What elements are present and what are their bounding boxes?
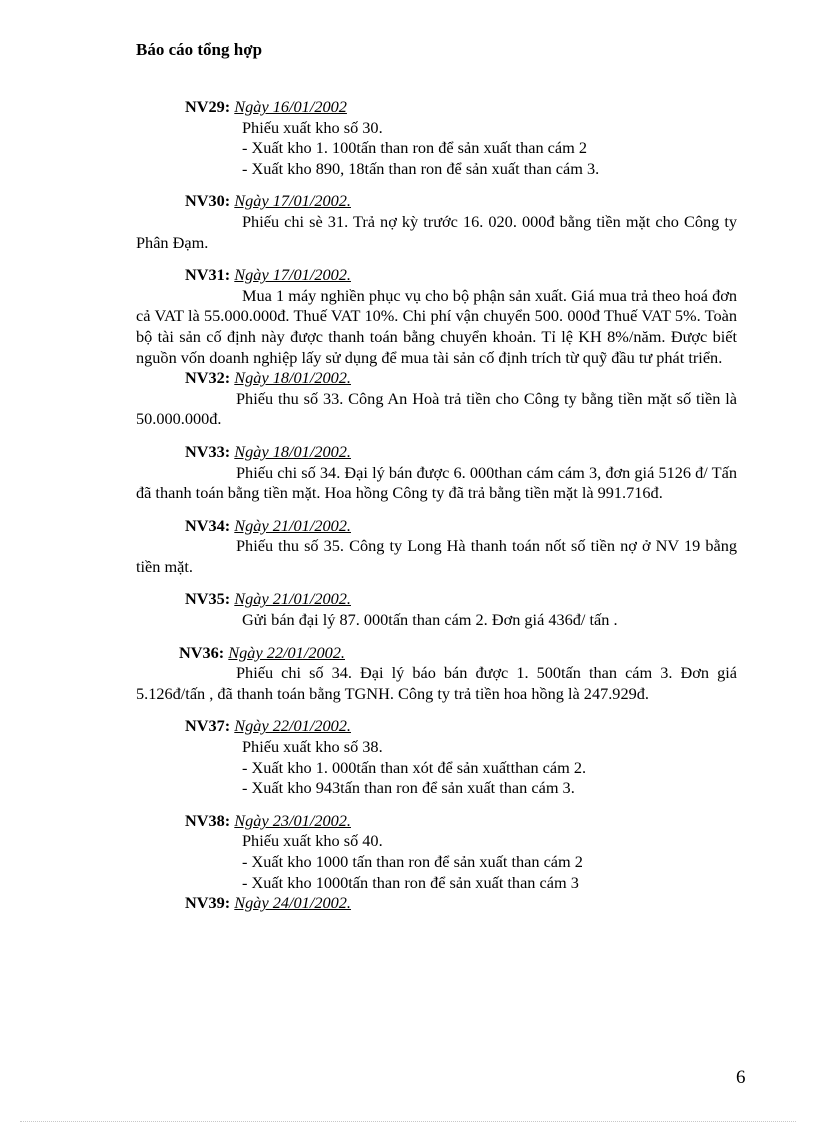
entry-paragraph: Phiếu thu số 33. Công An Hoà trả tiền cho Công ty bằng tiền mặt số tiền là 50.000.000đ. [136, 388, 737, 429]
transaction-entry-nv34 [136, 516, 737, 578]
report-title: Báo cáo tổng hợp [136, 40, 263, 59]
transaction-date: Ngày 22/01/2002. [234, 716, 351, 736]
entry-heading [136, 893, 737, 914]
transaction-code: NV32: [185, 368, 231, 388]
transaction-code: NV30: [185, 191, 231, 211]
entry-heading [136, 191, 737, 212]
entry-heading [136, 368, 737, 389]
transaction-code: NV39: [185, 893, 231, 913]
entry-heading [136, 716, 737, 737]
page-bottom-divider [20, 1121, 796, 1122]
entry-line: Gửi bán đại lý 87. 000tấn than cám 2. Đơn giá 436đ/ tấn . [242, 610, 618, 630]
transaction-code: NV31: [185, 265, 231, 285]
transaction-entry-nv39 [136, 893, 737, 914]
entry-paragraph: Phiếu chi sè 31. Trả nợ kỳ trước 16. 020. 000đ bằng tiền mặt cho Công ty Phân Đạm. [136, 211, 737, 252]
entry-heading [136, 811, 737, 832]
transaction-entry-nv30 [136, 191, 737, 253]
page-number: 6 [736, 1067, 746, 1088]
transaction-entry-nv38 [136, 811, 737, 893]
transaction-entry-nv31 [136, 265, 737, 368]
transaction-code: NV35: [185, 589, 231, 609]
transaction-code: NV34: [185, 515, 231, 535]
transaction-date: Ngày 24/01/2002. [234, 893, 351, 913]
transaction-date: Ngày 17/01/2002. [234, 265, 351, 285]
transaction-date: Ngày 22/01/2002. [228, 642, 345, 662]
entry-line: Phiếu xuất kho số 40. [242, 831, 383, 851]
transaction-date: Ngày 18/01/2002. [234, 368, 351, 388]
entry-heading [136, 643, 737, 664]
transaction-entry-nv32 [136, 368, 737, 430]
entry-line: - Xuất kho 1. 100tấn than ron để sản xuất than cám 2 [242, 138, 587, 158]
transaction-entry-nv37 [136, 716, 737, 798]
entry-heading [136, 589, 737, 610]
transaction-entry-nv35 [136, 589, 737, 630]
entry-line: - Xuất kho 1000tấn than ron để sản xuất than cám 3 [242, 872, 579, 892]
transaction-entry-nv36 [136, 643, 737, 705]
entry-line: - Xuất kho 1. 000tấn than xót để sản xuấtthan cám 2. [242, 757, 587, 777]
transaction-entry-nv29 [136, 97, 737, 179]
entry-line: - Xuất kho 890, 18tấn than ron để sản xuất than cám 3. [242, 158, 600, 178]
entry-paragraph: Phiếu thu số 35. Công ty Long Hà thanh toán nốt số tiền nợ ở NV 19 bằng tiền mặt. [136, 536, 737, 576]
transaction-date: Ngày 21/01/2002. [234, 589, 351, 609]
entry-line: - Xuất kho 943tấn than ron để sản xuất than cám 3. [242, 778, 575, 798]
transaction-code: NV33: [185, 441, 231, 461]
transaction-date: Ngày 16/01/2002 [234, 97, 347, 116]
transaction-code: NV36: [179, 642, 225, 662]
transaction-date: Ngày 21/01/2002. [234, 515, 351, 535]
entry-paragraph: Phiếu chi số 34. Đại lý báo bán được 1. 500tấn than cám 3. Đơn giá 5.126đ/tấn , đã thanh toán bằng TGNH. Công ty trả tiền hoa hồng là 247.929đ. [136, 663, 737, 703]
transaction-code: NV37: [185, 716, 231, 736]
entry-heading [136, 265, 737, 286]
entry-heading [136, 97, 737, 118]
transaction-date: Ngày 17/01/2002. [234, 191, 351, 211]
entry-paragraph: Mua 1 máy nghiền phục vụ cho bộ phận sản xuất. Giá mua trả theo hoá đơn cả VAT là 55.000.000đ. Thuế VAT 10%. Chi phí vận chuyển 500. 000đ Thuế VAT 5%. Toàn bộ tài sản cố định này được thanh toán bằng chuyển khoản. Tỉ lệ KH 8%/năm. Được biết nguồn vốn doanh nghiệp lấy sử dụng để mua tài sản cố định trích từ quỹ đầu tư phát triển. [136, 285, 737, 367]
transaction-entry-nv33 [136, 442, 737, 504]
entry-line: - Xuất kho 1000 tấn than ron để sản xuất than cám 2 [242, 852, 583, 871]
transaction-list [136, 97, 737, 914]
transaction-date: Ngày 18/01/2002. [234, 441, 351, 461]
entry-paragraph: Phiếu chi số 34. Đại lý bán được 6. 000than cám cám 3, đơn giá 5126 đ/ Tấn đã thanh toán bằng tiền mặt. Hoa hồng Công ty đã trả bằng tiền mặt là 991.716đ. [136, 462, 737, 503]
transaction-code: NV29: [185, 97, 231, 116]
entry-line: Phiếu xuất kho số 38. [242, 737, 383, 757]
entry-line: Phiếu xuất kho số 30. [242, 117, 383, 137]
transaction-code: NV38: [185, 810, 231, 830]
entry-heading [136, 442, 737, 463]
entry-heading [136, 516, 737, 537]
transaction-date: Ngày 23/01/2002. [234, 810, 351, 830]
